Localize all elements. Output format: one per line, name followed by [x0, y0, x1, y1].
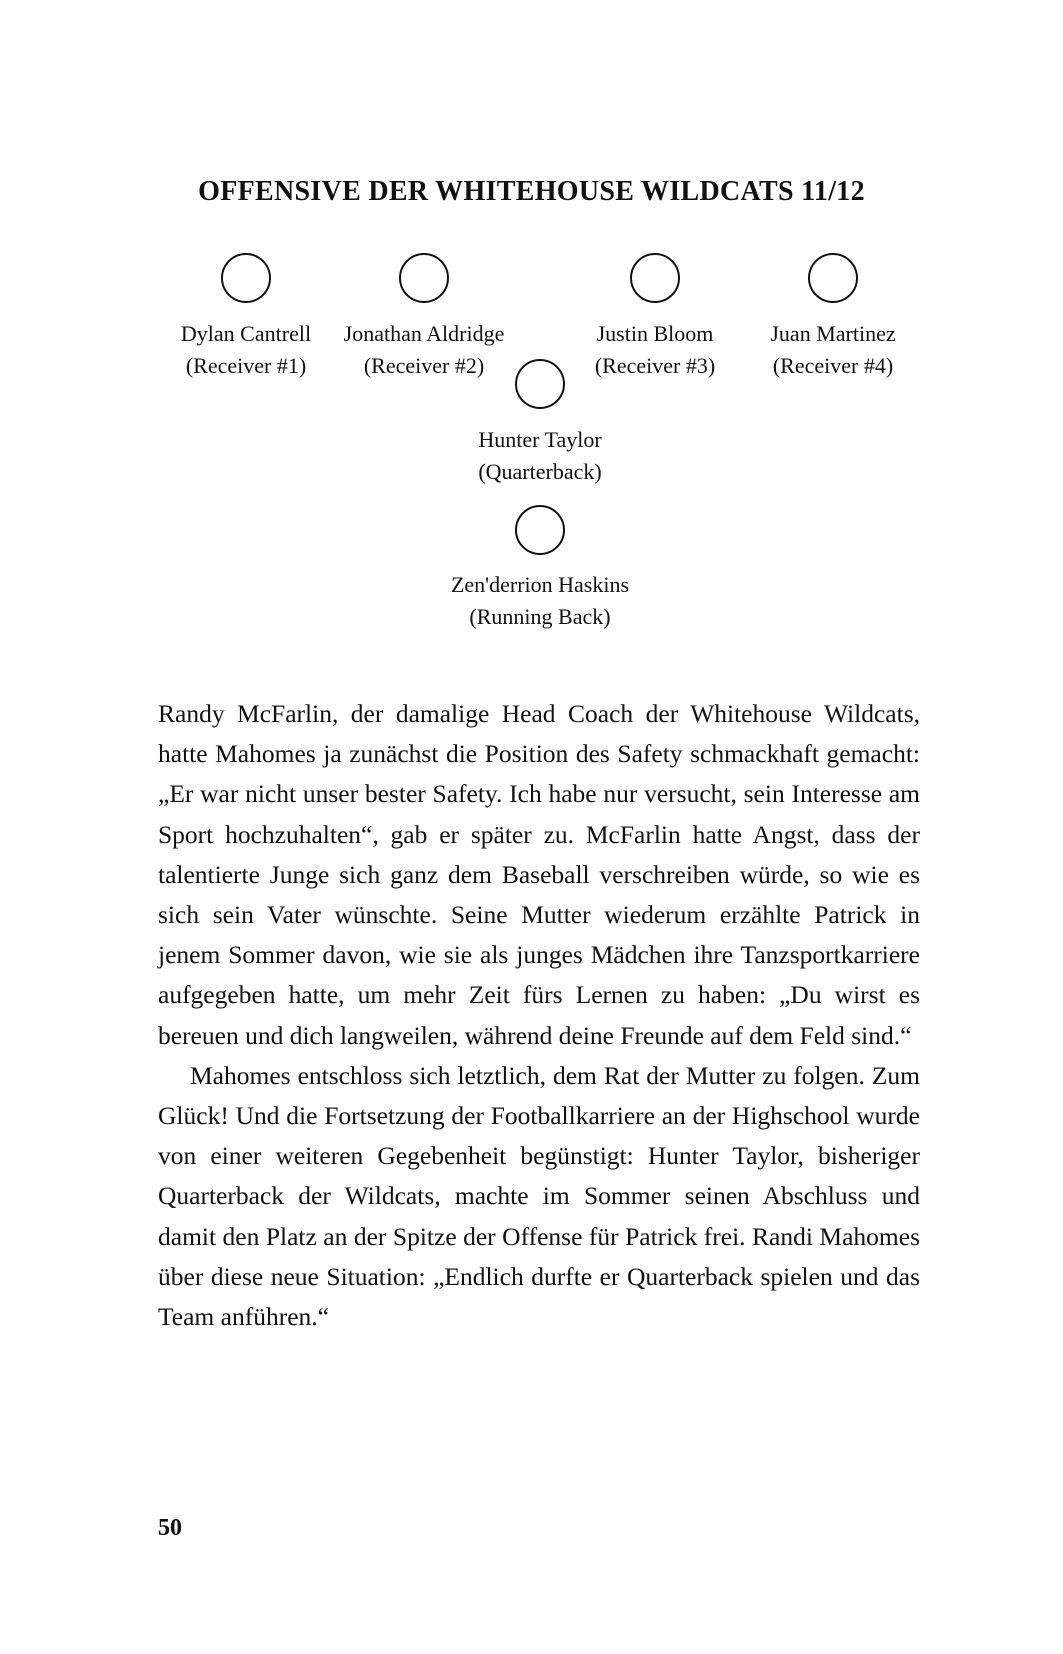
player-label-quarterback [420, 424, 660, 488]
player-marker-quarterback [515, 359, 565, 409]
player-marker-receiver-3 [630, 253, 680, 303]
player-name: Jonathan Aldridge [343, 321, 505, 346]
player-name: Justin Bloom [596, 321, 714, 346]
player-marker-receiver-1 [221, 253, 271, 303]
player-label-receiver-2 [304, 318, 544, 382]
player-label-running-back [420, 569, 660, 633]
player-marker-receiver-4 [808, 253, 858, 303]
player-name: Juan Martinez [770, 321, 896, 346]
player-role: (Running Back) [469, 604, 611, 629]
player-role: (Receiver #4) [772, 353, 894, 378]
player-marker-receiver-2 [399, 253, 449, 303]
player-name: Dylan Cantrell [180, 321, 312, 346]
player-label-receiver-4 [713, 318, 953, 382]
player-role: (Receiver #1) [185, 353, 307, 378]
player-role: (Receiver #2) [363, 353, 485, 378]
player-role: (Receiver #3) [594, 353, 716, 378]
page-number: 50 [158, 1515, 182, 1541]
body-text [158, 694, 920, 1337]
page-heading: OFFENSIVE DER WHITEHOUSE WILDCATS 11/12 [198, 176, 865, 207]
paragraph: Mahomes entschloss sich letztlich, dem Rat der Mutter zu folgen. Zum Glück! Und die Fortsetzung der Footballkarriere an der Highschool wurde von einer weiteren Gegebenheit begünstigt: Hunter Taylor, bisheriger Quarterback der Wildcats, machte im Sommer seinen Abschluss und damit den Platz an der Spitze der Offense für Patrick frei. Randi Mahomes über diese neue Situation: „Endlich durfte er Quarterback spielen und das Team anführen.“ [158, 1060, 920, 1332]
player-name: Zen'derrion Haskins [450, 572, 630, 597]
player-role: (Quarterback) [478, 459, 602, 484]
paragraph: Randy McFarlin, der damalige Head Coach der Whitehouse Wildcats, hatte Mahomes ja zunächst die Position des Safety schmackhaft gemacht: „Er war nicht unser bester Safety. Ich habe nur versucht, sein Interesse am Sport hochzuhalten“, gab er später zu. McFarlin hatte Angst, dass der talentierte Junge sich ganz dem Baseball verschreiben würde, so wie es sich sein Vater wünschte. Seine Mutter wiederum erzählte Patrick in jenem Sommer davon, wie sie als junges Mädchen ihre Tanzsportkarriere aufgegeben hatte, um mehr Zeit fürs Lernen zu haben: „Du wirst es bereuen und dich langweilen, während deine Freunde auf dem Feld sind.“ [158, 699, 920, 1050]
player-marker-running-back [515, 505, 565, 555]
player-name: Hunter Taylor [478, 427, 602, 452]
